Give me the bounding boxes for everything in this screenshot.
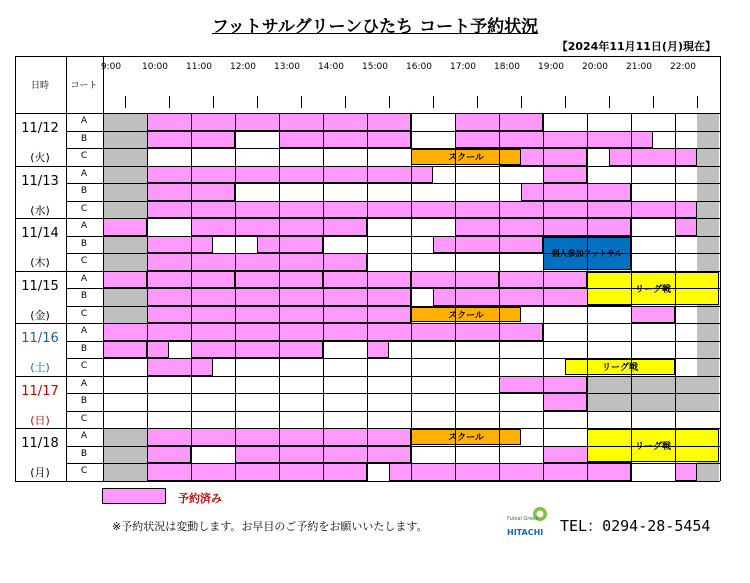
closed-slot	[103, 446, 147, 464]
reserved-slot	[257, 236, 323, 254]
closed-slot	[697, 341, 719, 359]
court-label: B	[80, 396, 88, 406]
header-court: コート	[70, 81, 98, 91]
hour-label: 21:00	[626, 62, 652, 72]
hour-tick	[345, 96, 346, 108]
closed-slot	[697, 236, 719, 254]
court-label: A	[80, 168, 88, 179]
closed-slot	[697, 358, 719, 376]
closed-slot	[697, 306, 719, 324]
closed-slot	[103, 463, 147, 481]
logo-top-text: Futsal Green	[507, 516, 539, 522]
court-label: B	[80, 343, 88, 354]
closed-slot	[697, 201, 719, 219]
hour-tick	[301, 96, 302, 108]
reserved-slot	[147, 358, 213, 376]
hour-line	[499, 113, 500, 481]
closed-slot	[697, 463, 719, 481]
reserved-slot	[147, 166, 433, 184]
grid-line	[66, 56, 67, 481]
day-weekday: (水)	[30, 203, 50, 217]
day-date: 11/13	[21, 173, 59, 189]
reserved-slot	[521, 183, 631, 201]
event-bar: スクール	[411, 149, 521, 165]
closed-slot	[103, 253, 147, 271]
hour-tick	[653, 96, 654, 108]
hour-label: 9:00	[100, 62, 122, 72]
reserved-slot	[609, 148, 697, 166]
day-date: 11/12	[21, 121, 59, 136]
closed-slot	[697, 323, 719, 341]
event-bar: リーグ戦	[565, 359, 675, 375]
reserved-slot	[103, 218, 147, 236]
hour-tick	[477, 96, 478, 108]
logo-bottom-text: HITACHI	[507, 528, 544, 537]
court-label: C	[80, 203, 88, 214]
hour-label: 10:00	[142, 62, 168, 72]
hour-line	[675, 113, 676, 481]
reserved-slot	[433, 236, 543, 254]
reserved-slot	[455, 131, 653, 149]
legend-swatch	[102, 488, 166, 504]
hour-label: 11:00	[186, 62, 212, 72]
closed-slot	[587, 376, 719, 394]
closed-slot	[103, 288, 147, 306]
closed-slot	[697, 113, 719, 131]
day-date: 11/15	[21, 278, 59, 294]
closed-slot	[587, 393, 719, 411]
day-weekday: (土)	[30, 361, 50, 374]
closed-slot	[103, 148, 147, 166]
court-divider	[66, 288, 720, 289]
notice-text: ※予約状況は変動します。お早目のご予約をお願いいたします。	[112, 520, 428, 533]
reserved-slot	[103, 341, 147, 359]
closed-slot	[103, 113, 147, 131]
day-date: 11/17	[21, 383, 59, 399]
event-bar: リーグ戦	[587, 429, 719, 462]
grid-line	[720, 56, 721, 481]
hour-label: 22:00	[670, 62, 696, 72]
day-date: 11/18	[21, 436, 59, 451]
hour-tick	[521, 96, 522, 108]
hour-line	[367, 113, 368, 481]
reserved-slot	[147, 463, 367, 481]
closed-slot	[103, 131, 147, 149]
hour-line	[191, 113, 192, 481]
court-label: A	[80, 116, 88, 126]
hour-line	[543, 113, 544, 481]
day-date: 11/16	[21, 331, 59, 346]
court-divider	[66, 201, 720, 202]
day-weekday: (木)	[30, 256, 50, 269]
reserved-slot	[147, 446, 191, 464]
court-label: A	[80, 378, 88, 389]
hour-line	[411, 113, 412, 481]
closed-slot	[103, 306, 147, 324]
reserved-slot	[103, 271, 147, 289]
reserved-slot	[675, 218, 697, 236]
court-divider	[66, 411, 720, 412]
reserved-slot	[367, 341, 389, 359]
court-divider	[66, 358, 720, 359]
court-label: C	[80, 466, 88, 476]
closed-slot	[697, 131, 719, 149]
hour-tick	[389, 96, 390, 108]
court-divider	[66, 341, 720, 342]
court-label: B	[80, 133, 88, 144]
hour-label: 14:00	[318, 62, 344, 72]
as-of-date: 【2024年11月11日(月)現在】	[556, 40, 716, 53]
court-divider	[66, 183, 720, 184]
hour-tick	[125, 96, 126, 108]
reserved-slot	[279, 131, 411, 149]
hour-tick	[433, 96, 434, 108]
reserved-slot	[389, 463, 631, 481]
hour-line	[587, 113, 588, 481]
hour-tick	[609, 96, 610, 108]
day-weekday: (日)	[30, 413, 50, 427]
day-date: 11/14	[21, 226, 59, 241]
court-label: B	[80, 238, 88, 249]
hour-tick	[697, 96, 698, 108]
hour-label: 15:00	[362, 62, 388, 72]
hour-label: 17:00	[450, 62, 476, 72]
court-label: C	[80, 151, 88, 161]
hour-line	[235, 113, 236, 481]
court-label: A	[80, 221, 88, 231]
event-bar: スクール	[411, 429, 521, 445]
court-label: C	[80, 361, 88, 371]
hour-line	[631, 113, 632, 481]
event-bar: リーグ戦	[587, 272, 719, 305]
reserved-slot	[675, 463, 697, 481]
reserved-slot	[543, 166, 587, 184]
hour-label: 18:00	[494, 62, 520, 72]
hour-label: 13:00	[274, 62, 300, 72]
event-bar: スクール	[411, 307, 521, 323]
court-label: A	[80, 273, 88, 284]
closed-slot	[697, 166, 719, 184]
closed-slot	[103, 236, 147, 254]
court-label: C	[80, 256, 88, 266]
court-label: C	[80, 308, 88, 319]
hour-tick	[169, 96, 170, 108]
court-divider	[66, 393, 720, 394]
court-divider	[66, 446, 720, 447]
court-divider	[66, 463, 720, 464]
court-divider	[66, 236, 720, 237]
closed-slot	[697, 183, 719, 201]
day-weekday: (月)	[30, 466, 50, 479]
reserved-slot	[147, 236, 213, 254]
grid-line	[103, 56, 104, 481]
grid-line	[15, 56, 16, 481]
page-title: フットサルグリーンひたち コート予約状況	[211, 17, 539, 37]
court-label: C	[80, 413, 88, 424]
closed-slot	[697, 148, 719, 166]
telephone-number: TEL：0294-28-5454	[560, 517, 711, 535]
reserved-slot	[147, 341, 169, 359]
header-date: 日時	[30, 81, 49, 91]
court-divider	[66, 148, 720, 149]
hour-line	[323, 113, 324, 481]
event-bar: 個人参加フットサル	[543, 237, 631, 270]
court-divider	[66, 131, 720, 132]
reserved-slot	[147, 253, 367, 271]
day-weekday: (火)	[30, 151, 50, 164]
hour-label: 20:00	[582, 62, 608, 72]
hour-line	[147, 113, 148, 481]
court-label: A	[80, 326, 88, 336]
reserved-slot	[191, 341, 323, 359]
closed-slot	[103, 428, 147, 446]
court-divider	[66, 306, 720, 307]
closed-slot	[103, 201, 147, 219]
grid-line	[15, 56, 720, 57]
day-divider	[15, 481, 720, 482]
hour-tick	[257, 96, 258, 108]
hour-tick	[213, 96, 214, 108]
hour-label: 12:00	[230, 62, 256, 72]
reserved-slot	[631, 306, 675, 324]
closed-slot	[697, 218, 719, 236]
reserved-slot	[147, 201, 697, 219]
reserved-slot	[543, 393, 587, 411]
hour-label: 19:00	[538, 62, 564, 72]
court-label: B	[80, 448, 88, 459]
day-weekday: (金)	[30, 308, 50, 322]
hour-tick	[565, 96, 566, 108]
court-label: B	[80, 291, 88, 301]
closed-slot	[103, 166, 147, 184]
closed-slot	[103, 183, 147, 201]
court-divider	[66, 253, 720, 254]
logo-icon	[506, 504, 550, 544]
court-label: A	[80, 431, 88, 441]
closed-slot	[697, 253, 719, 271]
hour-line	[279, 113, 280, 481]
hour-line	[455, 113, 456, 481]
legend-label: 予約済み	[178, 492, 222, 505]
hour-label: 16:00	[406, 62, 432, 72]
court-label: B	[80, 186, 88, 196]
